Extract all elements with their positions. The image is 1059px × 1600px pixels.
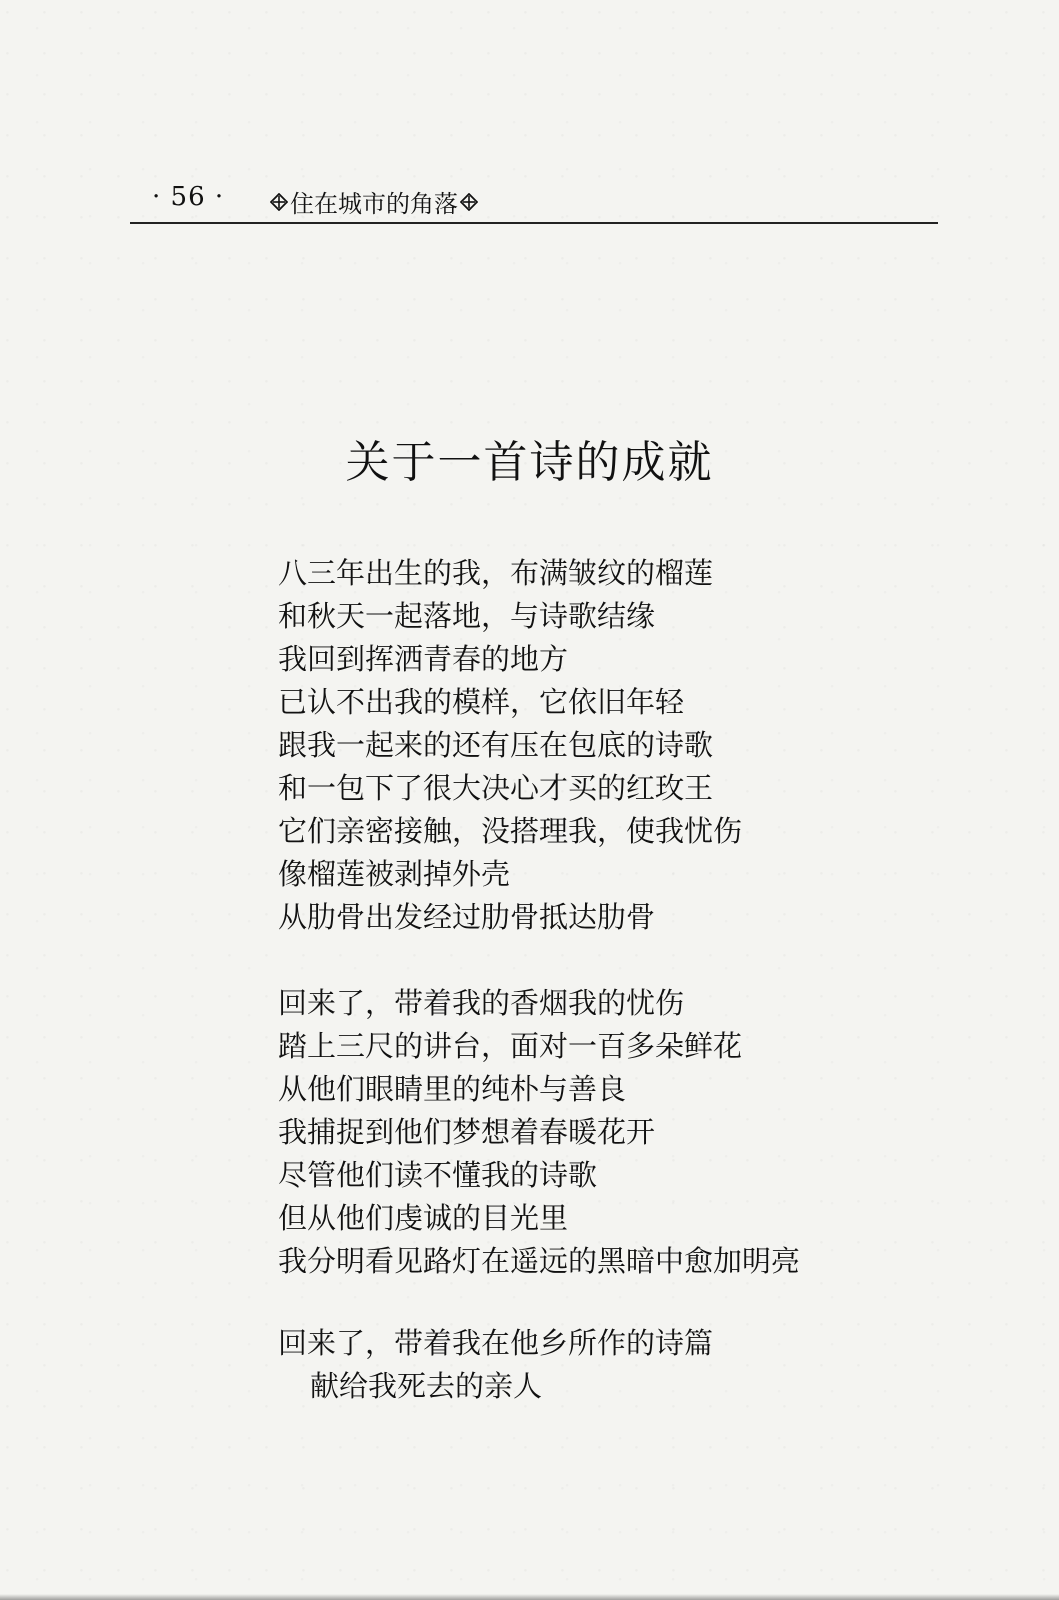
poem-line: 从肋骨出发经过肋骨抵达肋骨 bbox=[278, 900, 656, 934]
header-rule bbox=[130, 222, 938, 224]
poem-line: 从他们眼睛里的纯朴与善良 bbox=[278, 1072, 627, 1106]
diamond-cross-icon bbox=[270, 193, 288, 211]
poem-line: 像榴莲被剥掉外壳 bbox=[278, 857, 511, 891]
running-title bbox=[270, 184, 478, 219]
stanza bbox=[278, 552, 742, 939]
poem-line: 尽管他们读不懂我的诗歌 bbox=[278, 1158, 598, 1192]
running-title-text: 住在城市的角落 bbox=[290, 190, 458, 218]
page-number: · 56 · bbox=[152, 182, 225, 212]
page-header bbox=[130, 178, 938, 224]
stanza bbox=[278, 982, 800, 1283]
poem-line: 跟我一起来的还有压在包底的诗歌 bbox=[278, 728, 714, 762]
stanza bbox=[278, 1322, 713, 1408]
poem-line: 回来了，带着我的香烟我的忧伤 bbox=[278, 986, 685, 1020]
poem-line: 已认不出我的模样，它依旧年轻 bbox=[278, 685, 685, 719]
poem-line: 它们亲密接触，没搭理我，使我忧伤 bbox=[278, 814, 743, 848]
poem-line: 和秋天一起落地，与诗歌结缘 bbox=[278, 599, 656, 633]
poem-line: 献给我死去的亲人 bbox=[310, 1369, 543, 1403]
poem-line: 八三年出生的我，布满皱纹的榴莲 bbox=[278, 556, 714, 590]
diamond-cross-icon bbox=[460, 193, 478, 211]
poem-line: 我捕捉到他们梦想着春暖花开 bbox=[278, 1115, 656, 1149]
poem-line: 踏上三尺的讲台，面对一百多朵鲜花 bbox=[278, 1029, 743, 1063]
poem-line: 回来了，带着我在他乡所作的诗篇 bbox=[278, 1326, 714, 1360]
poem-title: 关于一首诗的成就 bbox=[345, 437, 714, 488]
page-edge-shadow bbox=[0, 1594, 1059, 1600]
poem-line: 但从他们虔诚的目光里 bbox=[278, 1201, 569, 1235]
poem-line: 我分明看见路灯在遥远的黑暗中愈加明亮 bbox=[278, 1244, 801, 1278]
poem-line: 我回到挥洒青春的地方 bbox=[278, 642, 569, 676]
poem-line: 和一包下了很大决心才买的红玫王 bbox=[278, 771, 714, 805]
